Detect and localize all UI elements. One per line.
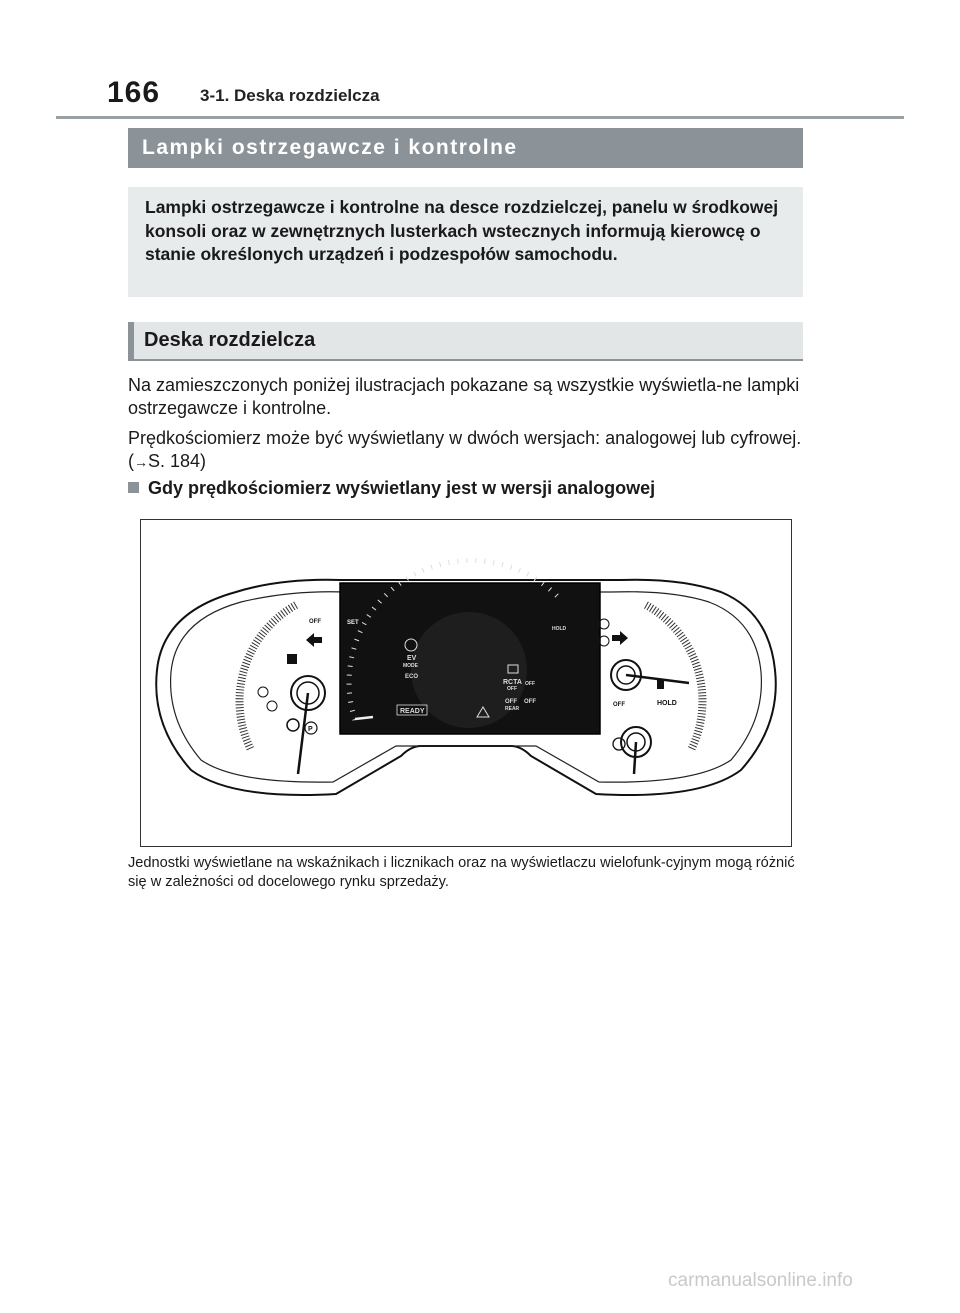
subsection-heading-bar [128,322,803,361]
figure-caption: Jednostki wyświetlane na wskaźnikach i licznikach oraz na wyświetlaczu wielofunk-cyjnym mogą różnić się w zależności od docelowego rynku sprzedaży. [128,855,795,890]
arrow-icon: → [134,454,148,470]
off-c-label: OFF [524,699,536,705]
bullet-heading-text: Gdy prędkościomierz wyświetlany jest w wersji analogowej [148,478,656,498]
paragraph-1: Na zamieszczonych poniżej ilustracjach pokazane są wszystkie wyświetla-ne lampki ostrzegawcze i kontrolne. [128,375,800,418]
off-right-label: OFF [613,702,625,708]
intro-box [128,187,803,297]
rcta-off-label: OFF [507,686,517,692]
subsection-title: Deska rozdzielcza [144,329,316,351]
section-heading-bar [128,128,803,168]
warning-lamp-icon [287,654,297,664]
set-label: SET [347,620,359,626]
page-reference-link[interactable]: S. 184) [148,451,207,471]
subsection-accent [128,322,134,359]
rcta-label: RCTA [503,679,522,686]
square-bullet-icon [128,482,139,493]
hold-top-label: HOLD [552,626,567,632]
hold-label: HOLD [657,700,677,707]
watermark: carmanualsonline.info [668,1270,853,1291]
paragraph-2 [128,427,803,474]
ready-label: READY [400,708,425,715]
eco-label: ECO [405,674,419,680]
off-b-label: OFF [505,699,517,705]
paragraph-2-prefix: Prędkościomierz może być wyświetlany w dwóch wersjach: analogowej lub cyfrowej. ( [128,428,802,471]
fuel-icon [657,680,664,689]
rear-label: REAR [505,706,520,712]
off-a-label: OFF [525,681,535,687]
header-divider [56,116,904,119]
off-top-label: OFF [309,619,321,625]
bullet-heading [128,478,655,499]
instrument-cluster-figure [140,519,792,847]
section-title: Lampki ostrzegawcze i kontrolne [142,136,518,159]
park-label: P [308,726,313,733]
intro-text: Lampki ostrzegawcze i kontrolne na desce rozdzielczej, panelu w środkowej konsoli oraz w zewnętrznych lusterkach wstecznych informują kierowcę o stanie określonych urządzeń i podzespołów samochodu. [145,197,779,264]
page-number: 166 [107,76,161,109]
chapter-title: 3-1. Deska rozdzielcza [200,86,380,105]
ev-mode-label: MODE [403,663,418,669]
instrument-cluster-illustration [141,520,791,846]
ev-label: EV [407,655,417,662]
